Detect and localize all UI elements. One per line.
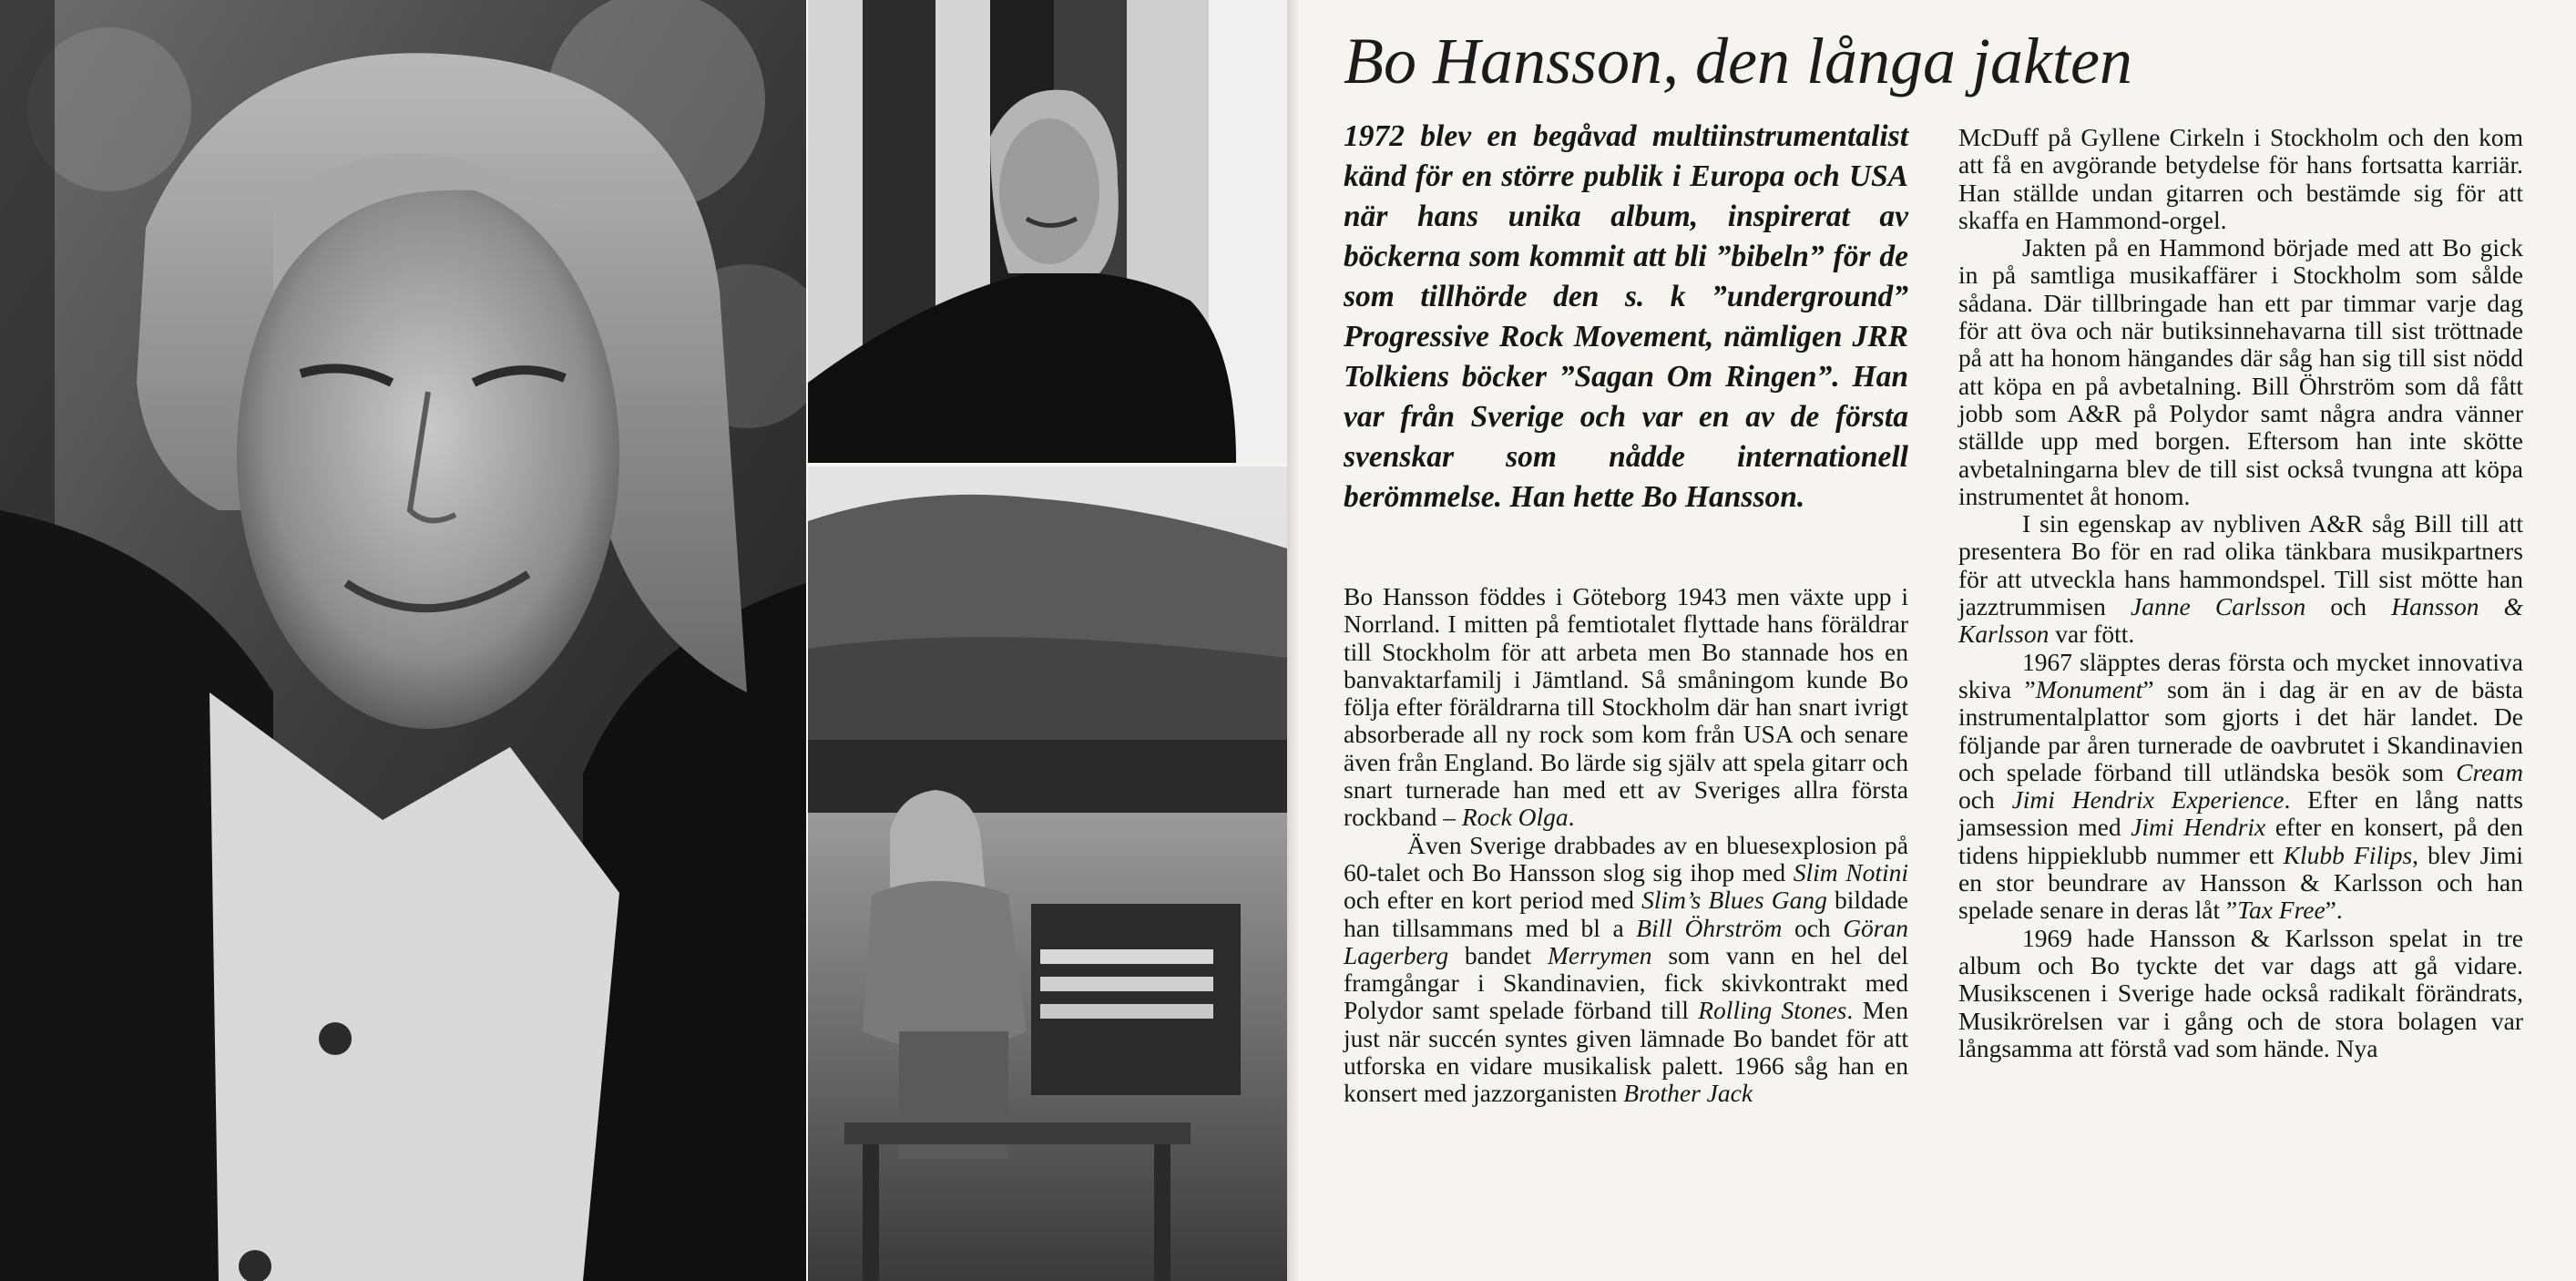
body-column-right: [1958, 124, 2523, 1062]
text-run: 1969 hade Hansson & Karlsson spelat in tre album och Bo tyckte det var dags att gå vidare. Musikscenen i Sverige hade också radikalt förändrats, Musikrörelsen var i gång och de stora bolagen var långsamma att förstå vad som hände. Nya: [1958, 923, 2523, 1062]
text-run: bildade han tillsammans med bl a: [1344, 886, 1908, 942]
body-paragraph: [1958, 925, 2523, 1062]
body-paragraph: [1958, 649, 2523, 925]
emphasized-text: Slim Notini: [1793, 857, 1909, 886]
emphasized-text: Rock Olga: [1461, 803, 1569, 832]
window-photo: [808, 0, 1287, 463]
text-run: Jakten på en Hammond började med att Bo gick in på samtliga musikaffärer i Stockholm som sålde sådana. Där tillbringade han ett par timmar varje dag för att öva och när butiksinnehavarna till sist tröttnade på att ha honom hängandes där såg han sig till sist nödd att köpa en på avbetalning. Bill Öhrström som då fått jobb som A&R på Polydor samt några andra vänner ställde upp med borgen. Eftersom han inte skötte avbetalningarna blev de till sist också tvungna att köpa instrumentet åt honom.: [1958, 233, 2523, 510]
emphasized-text: Cream: [2456, 757, 2523, 786]
text-run: . Efter en lång natts jamsession med: [1958, 785, 2523, 842]
emphasized-text: Brother Jack: [1623, 1079, 1753, 1108]
text-run: , blev Jimi en stor beundrare av Hansson & Karlsson och han spelade senare in deras låt ”: [1958, 840, 2523, 925]
text-run: . Men just när succén syntes given lämnade Bo bandet för att utforska en vidare musikalisk palett. 1966 såg han en konsert med jazzorganisten: [1344, 996, 1908, 1108]
emphasized-text: Bill Öhrström: [1636, 913, 1783, 942]
body-paragraph: [1958, 234, 2523, 510]
text-run: .: [1568, 803, 1575, 832]
text-run: och efter en kort period med: [1344, 886, 1642, 915]
text-run: ” som än i dag är en av de bästa instrumentalplattor som gjorts i det här landet. De följande par åren turnerade de oavbrutet i Skandinavien och spelade förband till utländska besök som: [1958, 674, 2523, 786]
lead-paragraph: 1972 blev en begåvad multiinstrumentalist känd för en större publik i Europa och USA när hans unika album, inspirerat av böckerna som kommit att bli ”bibeln” för de som tillhörde den s. k ”underground” Progressive Rock Movement, nämligen JRR Tolkiens böcker ”Sagan Om Ringen”. Han var från Sverige och var en av de första svenskar som nådde internationell berömmelse. Han hette Bo Hansson.: [1344, 119, 1908, 514]
text-run: och: [1958, 785, 2012, 815]
text-run: som vann en hel del framgångar i Skandinavien, fick skivkontrakt med Polydor samt spelade förband till: [1344, 940, 1908, 1025]
page-gutter: [1287, 0, 1300, 1281]
emphasized-text: Janne Carlsson: [2131, 592, 2306, 621]
body-paragraph: [1344, 583, 1908, 832]
text-run: 1967 släpptes deras första och mycket innovativa skiva ”: [1958, 647, 2523, 703]
emphasized-text: Jimi Hendrix: [2131, 813, 2266, 842]
portrait-photo: [0, 0, 806, 1281]
body-paragraph: [1958, 510, 2523, 648]
body-column-left: [1344, 583, 1908, 1108]
emphasized-text: Rolling Stones: [1698, 996, 1847, 1025]
body-paragraph: [1958, 124, 2523, 234]
emphasized-text: Monument: [2035, 674, 2143, 703]
article-title: Bo Hansson, den långa jakten: [1344, 25, 2132, 97]
emphasized-text: Jimi Hendrix Experience: [2011, 785, 2285, 815]
organ-field-photo: [808, 466, 1287, 1281]
text-run: McDuff på Gyllene Cirkeln i Stockholm och den kom att få en avgörande betydelse för hans fortsatta karriär. Han ställde undan gitarren och bestämde sig för att skaffa en Hammond-orgel.: [1958, 123, 2523, 234]
text-run: Även Sverige drabbades av en bluesexplosion på 60-talet och Bo Hansson slog sig ihop med: [1344, 830, 1908, 886]
text-run: och: [2305, 592, 2392, 621]
text-run: och: [1782, 913, 1844, 942]
emphasized-text: Hansson & Karlsson: [1958, 592, 2524, 649]
body-paragraph: [1344, 832, 1908, 1108]
text-run: ”.: [2325, 896, 2343, 925]
text-run: bandet: [1448, 940, 1548, 969]
text-run: efter en konsert, på den tidens hippieklubb nummer ett: [1958, 813, 2523, 869]
emphasized-text: Klubb Filips: [2283, 840, 2413, 869]
text-run: I sin egenskap av nybliven A&R såg Bill till att presentera Bo för en rad olika tänkbara musikpartners för att utveckla hans hammondspel. Till sist mötte han jazztrummisen: [1958, 509, 2523, 621]
emphasized-text: Tax Free: [2237, 896, 2326, 925]
text-run: Bo Hansson föddes i Göteborg 1943 men växte upp i Norrland. I mitten på femtiotalet flyttade hans föräldrar till Stockholm för att arbeta men Bo stannade hos en banvaktarfamilj i Jämtland. Så småningom kunde Bo följa efter föräldrarna till Stockholm där han snart ivrigt absorberade all ny rock som kom från USA och senare även från England. Bo lärde sig själv att spela gitarr och snart turnerade han med ett av Sveriges allra första rockband –: [1344, 582, 1908, 832]
emphasized-text: Merrymen: [1548, 940, 1652, 969]
emphasized-text: Göran Lagerberg: [1344, 913, 1908, 969]
text-run: var fött.: [2049, 620, 2135, 649]
emphasized-text: Slim’s Blues Gang: [1641, 886, 1827, 915]
